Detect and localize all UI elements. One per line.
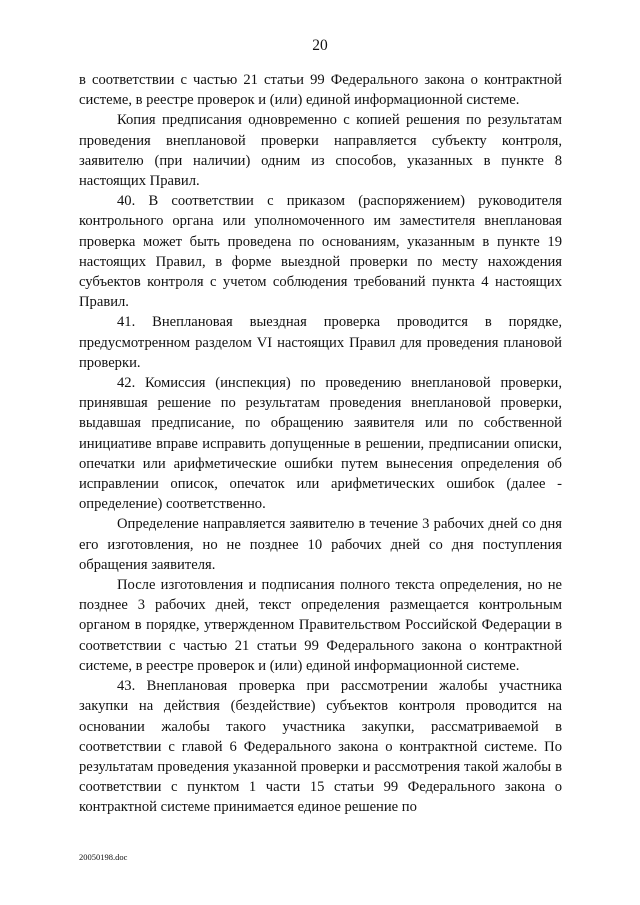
paragraph-item-43: 43. Внеплановая проверка при рассмотрении жалобы участника закупки на действия (бездействие) субъектов контроля проводится на основании жалобы такого участника закупки, рассматриваемой в соответствии с главой 6 Федерального закона о контрактной системе. По результатам проведения указанной проверки и рассмотрения такой жалобы в соответствии с пунктом 1 части 15 статьи 99 Федерального закона о контрактной системе принимается единое решение по [79, 678, 562, 816]
paragraph-item-40: 40. В соответствии с приказом (распоряжением) руководителя контрольного органа или уполномоченного им заместителя внеплановая проверка может быть проведена по основаниям, указанным в пункте 19 настоящих Правил, в форме выездной проверки по месту нахождения субъектов контроля с учетом соблюдения требований пункта 4 настоящих Правил. [79, 193, 562, 311]
paragraph-item-42: 42. Комиссия (инспекция) по проведению внеплановой проверки, принявшая решение по результатам проведения внеплановой проверки, выдавшая предписание, по обращению заявителя или по собственной инициативе вправе исправить допущенные в решении, предписании описки, опечатки или арифметические ошибки путем вынесения определения об исправлении описок, опечаток или арифметических ошибок (далее - определение) соответственно. [79, 375, 562, 513]
paragraph-copy-of-order: Копия предписания одновременно с копией решения по результатам проведения внеплановой проверки направляется субъекту контроля, заявителю (при наличии) одним из способов, указанных в пункте 8 настоящих Правил. [79, 112, 562, 190]
paragraph-item-41: 41. Внеплановая выездная проверка проводится в порядке, предусмотренном разделом VI настоящих Правил для проведения плановой проверки. [79, 314, 562, 371]
page-number: 20 [312, 37, 328, 54]
document-body [79, 70, 562, 818]
footer-file-name: 20050198.doc [79, 852, 128, 862]
paragraph-continuation: в соответствии с частью 21 статьи 99 Федерального закона о контрактной системе, в реестре проверок и (или) единой информационной системе. [79, 72, 562, 109]
paragraph-determination-sent: Определение направляется заявителю в течение 3 рабочих дней со дня его изготовления, но не позднее 10 рабочих дней со дня поступления обращения заявителя. [79, 516, 562, 573]
paragraph-determination-published: После изготовления и подписания полного текста определения, но не позднее 3 рабочих дней, текст определения размещается контрольным органом в порядке, утвержденном Правительством Российской Федерации в соответствии с частью 21 статьи 99 Федерального закона о контрактной системе, в реестре проверок и (или) единой информационной системе. [79, 577, 562, 674]
